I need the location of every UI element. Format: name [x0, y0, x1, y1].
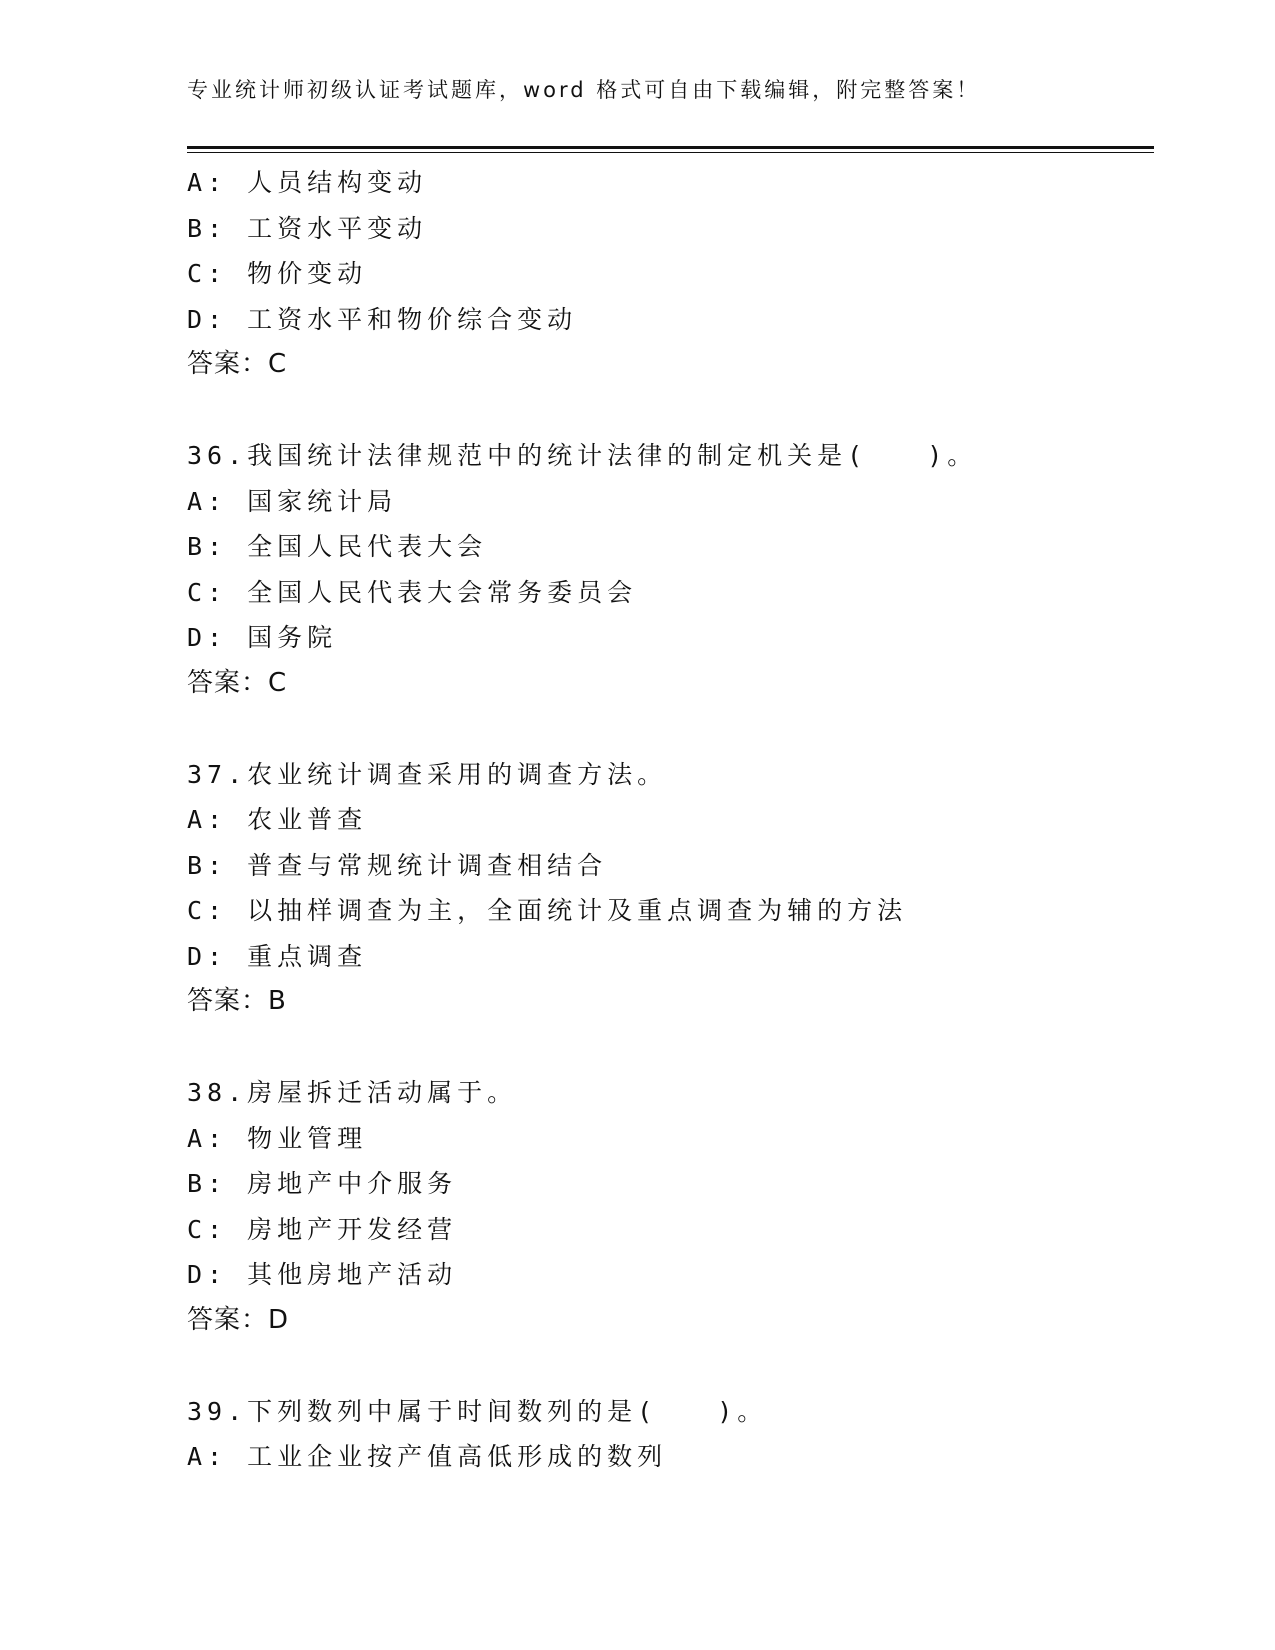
option-label: C:	[187, 896, 228, 925]
option-label: D:	[187, 1260, 228, 1289]
answer-text: 答案：C	[187, 349, 288, 379]
option-item	[187, 479, 1154, 525]
option-label: B:	[187, 1169, 228, 1198]
option-text: 物业管理	[247, 1123, 368, 1153]
question-block	[187, 1070, 1154, 1389]
question-text: 36.我国统计法律规范中的统计法律的制定机关是( )。	[187, 441, 978, 470]
option-item	[187, 934, 1154, 980]
option-text: 人员结构变动	[247, 168, 428, 197]
option-text: 工资水平变动	[247, 213, 428, 243]
question-block	[187, 433, 1154, 752]
option-label: D:	[187, 941, 228, 971]
header-rule-thin	[187, 152, 1154, 153]
block-spacer	[187, 1025, 1154, 1071]
page-header: 专业统计师初级认证考试题库，word 格式可自由下载编辑，附完整答案！	[187, 78, 981, 102]
option-label: C:	[187, 577, 228, 607]
answer-text: 答案：C	[187, 667, 288, 698]
question-text: 37.农业统计调查采用的调查方法。	[187, 759, 668, 789]
option-text: 全国人民代表大会常务委员会	[247, 577, 638, 607]
option-text: 国家统计局	[247, 486, 398, 516]
option-item	[187, 1207, 1154, 1253]
option-item	[187, 524, 1154, 570]
option-text: 全国人民代表大会	[247, 532, 488, 561]
option-label: A:	[187, 1442, 228, 1471]
option-item	[187, 160, 1154, 206]
option-item	[187, 797, 1154, 843]
question-block	[187, 160, 1154, 433]
option-label: D:	[187, 304, 228, 334]
option-label: B:	[187, 213, 228, 243]
option-text: 重点调查	[247, 941, 368, 971]
option-item	[187, 888, 1154, 934]
question-block	[187, 1389, 1154, 1480]
option-label: A:	[187, 1123, 228, 1153]
option-item	[187, 297, 1154, 343]
question-text: 39.下列数列中属于时间数列的是( )。	[187, 1396, 768, 1426]
block-spacer	[187, 1343, 1154, 1389]
option-text: 其他房地产活动	[247, 1260, 458, 1289]
option-label: C:	[187, 259, 228, 288]
answer-text: 答案：D	[187, 1304, 290, 1335]
option-item	[187, 615, 1154, 661]
option-item	[187, 1252, 1154, 1298]
option-text: 普查与常规统计调查相结合	[247, 850, 608, 880]
option-item	[187, 1434, 1154, 1480]
option-text: 工业企业按产值高低形成的数列	[247, 1442, 668, 1471]
option-label: B:	[187, 532, 228, 561]
option-item	[187, 1116, 1154, 1162]
option-item	[187, 843, 1154, 889]
block-spacer	[187, 388, 1154, 434]
question-list	[187, 160, 1154, 1480]
block-spacer	[187, 706, 1154, 752]
option-label: A:	[187, 168, 228, 197]
option-item	[187, 251, 1154, 297]
option-label: A:	[187, 805, 228, 834]
option-item	[187, 570, 1154, 616]
question-block	[187, 752, 1154, 1071]
option-label: D:	[187, 623, 228, 652]
option-item	[187, 206, 1154, 252]
question-text: 38.房屋拆迁活动属于。	[187, 1078, 518, 1107]
option-text: 农业普查	[247, 805, 368, 834]
option-label: A:	[187, 486, 228, 516]
header-rule-thick	[187, 146, 1154, 149]
option-label: B:	[187, 850, 228, 880]
option-item	[187, 1161, 1154, 1207]
option-label: C:	[187, 1214, 228, 1244]
option-text: 物价变动	[247, 259, 368, 288]
option-text: 房地产开发经营	[247, 1214, 458, 1244]
option-text: 房地产中介服务	[247, 1169, 458, 1198]
option-text: 国务院	[247, 623, 338, 652]
answer-text: 答案：B	[187, 986, 287, 1016]
option-text: 以抽样调查为主，全面统计及重点调查为辅的方法	[247, 896, 908, 925]
option-text: 工资水平和物价综合变动	[247, 304, 578, 334]
